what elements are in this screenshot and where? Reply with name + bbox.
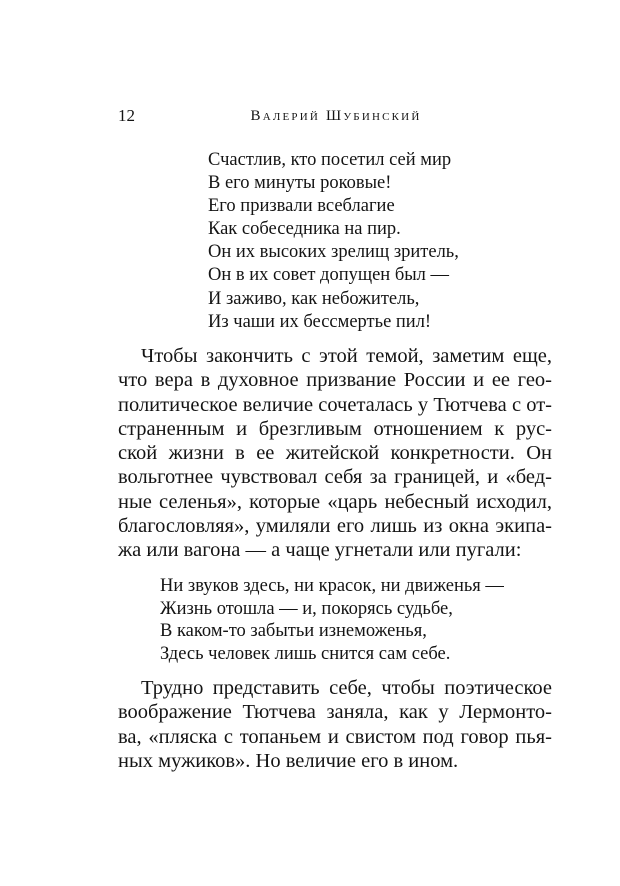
poem-line: Жизнь отошла — и, покорясь судьбе, (160, 598, 453, 619)
poem-line: Его призвали всеблагие (208, 196, 395, 217)
paragraph-line: что вера в духовное призвание России и ее гео- (118, 369, 552, 392)
poem-line: Ни звуков здесь, ни красок, ни движенья — (160, 576, 504, 596)
poem-line: Как собеседника на пир. (208, 219, 401, 240)
poem-line: Он их высоких зрелищ зритель, (208, 242, 459, 263)
paragraph-line: благословляя», умиляли его лишь из окна экипа- (118, 515, 552, 538)
poem-line: Из чаши их бессмертье пил! (208, 311, 432, 332)
paragraph-line: страненным и брезгливым отношением к рус- (118, 417, 552, 440)
paragraph-line: ных мужиков». Но величие его в ином. (118, 749, 459, 772)
poem-line: И заживо, как небожитель, (208, 288, 420, 309)
paragraph-line: ные селенья», которые «царь небесный исходил, (118, 490, 552, 513)
paragraph-line: жа или вагона — а чаще угнетали или пугали: (118, 539, 522, 562)
poem-line: Здесь человек лишь снится сам себе. (160, 643, 451, 664)
poem-line: Он в их совет допущен был — (208, 265, 450, 286)
body-paragraph-2 (118, 676, 552, 773)
poem-line: В его минуты роковые! (208, 173, 392, 194)
running-head: Валерий Шубинский (250, 108, 422, 124)
poem-line: Счастлив, кто посетил сей мир (208, 150, 452, 170)
poem-quote-1 (208, 149, 459, 334)
poem-line: В каком-то забытьи изнеможенья, (160, 621, 427, 641)
page-number: 12 (118, 106, 135, 125)
paragraph-line: вольготнее чувствовал себя за границей, и «бед- (118, 466, 552, 489)
page-header (118, 106, 530, 130)
paragraph-line: воображение Тютчева заняла, как у Лермонто- (118, 701, 552, 724)
paragraph-line: Чтобы закончить с этой темой, заметим еще, (141, 345, 552, 367)
paragraph-line: Трудно представить себе, чтобы поэтическое (141, 677, 552, 699)
body-paragraph-1 (118, 344, 552, 563)
poem-quote-2 (160, 575, 504, 665)
paragraph-line: ва, «пляска с топаньем и свистом под говор пья- (118, 725, 552, 748)
paragraph-line: ской жизни в ее житейской конкретности. Он (118, 442, 552, 465)
paragraph-line: политическое величие сочеталась у Тютчева с от- (118, 393, 552, 416)
